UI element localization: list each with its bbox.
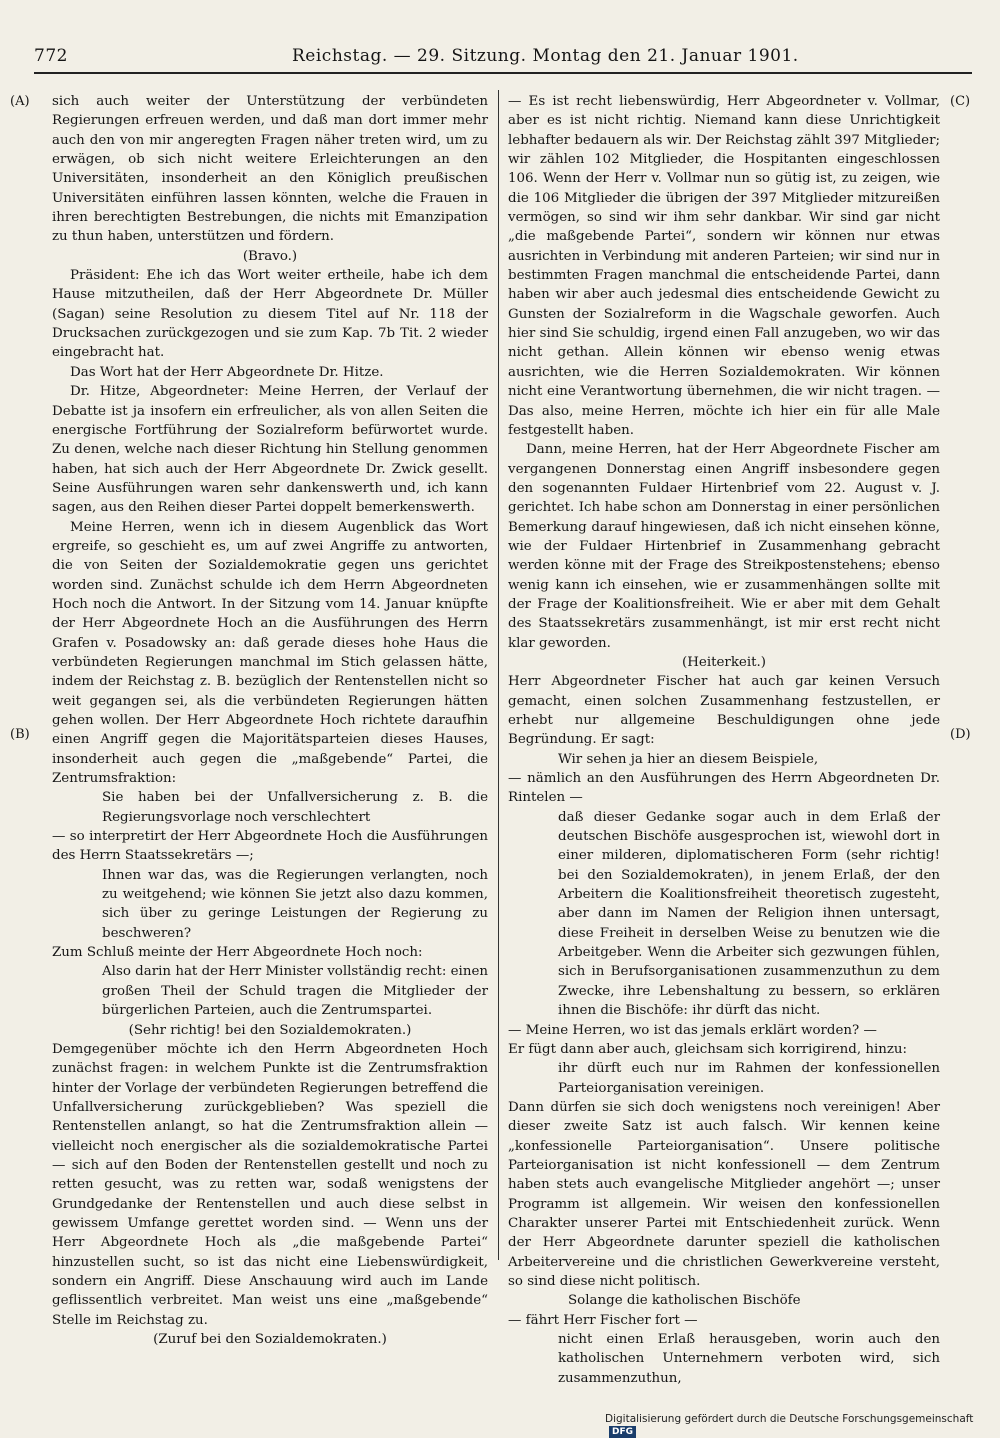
left-column [52, 92, 488, 1349]
page-number: 772 [34, 46, 68, 66]
paragraph: Meine Herren, wenn ich in diesem Augenblick das Wort ergreife, so geschieht es, um auf zwei Angriffe zu antworten, die von Seiten der Sozialdemokratie gegen uns gerichtet worden sind. Zunächst schulde ich dem Herrn Abgeordneten Hoch noch die Antwort. In der Sitzung vom 14. Januar knüpfte der Herr Abgeordnete Hoch an die Ausführungen des Herrn Grafen v. Posadowsky an: daß gerade dieses hohe Haus die verbündeten Regierungen manchmal im Stich gelassen hätte, indem der Reichstag z. B. bezüglich der Rentenstellen nicht so weit gegangen sei, als die verbündeten Regierungen hätten gehen wollen. Der Herr Abgeordnete Hoch richtete daraufhin einen Angriff gegen die Majoritätsparteien dieses Hauses, insonderheit auch gegen die „maßgebende“ Partei, die Zentrumsfraktion: [52, 519, 488, 787]
paragraph: Herr Abgeordneter Fischer hat auch gar keinen Versuch gemacht, einen solchen Zusammenhang festzustellen, er erhebt nur allgemeine Beschuldigungen ohne jede Begründung. Er sagt: [508, 674, 940, 748]
quotation: Wir sehen ja hier an diesem Beispiele, [558, 751, 819, 767]
quotation: daß dieser Gedanke sogar auch in dem Erlaß der deutschen Bischöfe ausgesprochen ist, wiewohl dort in einer milderen, diplomatischeren Form (sehr richtig! bei den Sozialdemokraten), in jenem Erlaß, der den Arbeitern die Koalitionsfreiheit theoretisch zugesteht, aber dann im Namen der Religion ihnen untersagt, diese Freiheit in derselben Weise zu benutzen wie die Arbeitgeber. Wenn die Arbeiter sich gezwungen fühlen, sich in Berufsorganisationen zusammenzuthun zu dem Zwecke, ihre Lebenshaltung zu bessern, so erklären ihnen die Bischöfe: ihr dürft das nicht. [558, 809, 940, 1019]
paragraph: Das Wort hat der Herr Abgeordnete Dr. Hitze. [70, 364, 384, 380]
paragraph: sich auch weiter der Unterstützung der verbündeten Regierungen erfreuen werden, und daß man dort immer mehr auch den von mir angeregten Fragen näher treten wird, um zu erwägen, ob sich nicht weitere Erleichterungen an den Universitäten, insonderheit an den Königlich preußischen Universitäten einführen lassen könnten, welche die Frauen in ihren berechtigten Bestrebungen, die nichts mit Emanzipation zu thun haben, unterstützen und fördern. [52, 94, 488, 245]
margin-mark-c: (C) [950, 94, 971, 109]
paragraph: Dann dürfen sie sich doch wenigstens noch vereinigen! Aber dieser zweite Satz ist auch falsch. Wir kennen keine „konfessionelle Parteiorganisation“. Unsere politische Parteiorganisation ist nicht konfessionell — dem Zentrum haben stets auch evangelische Mitglieder angehört —; unser Programm ist allgemein. Wir weisen den konfessionellen Charakter unserer Partei mit Entschiedenheit zurück. Wenn der Herr Abgeordnete darunter speziell die katholischen Arbeitervereine und die christlichen Gewerkvereine versteht, so sind diese nicht politisch. [508, 1099, 940, 1289]
quotation: Solange die katholischen Bischöfe [568, 1293, 801, 1309]
right-column [508, 92, 940, 1388]
quotation: ihr dürft euch nur im Rahmen der konfessionellen Parteiorganisation vereinigen. [558, 1061, 940, 1096]
quotation: Ihnen war das, was die Regierungen verlangten, noch zu weitgehend; wie können Sie jetzt also dazu kommen, sich über zu geringe Leistungen der Regierung zu beschweren? [102, 867, 488, 941]
paragraph: — nämlich an den Ausführungen des Herrn Abgeordneten Dr. Rintelen — [508, 771, 940, 806]
paragraph: — Es ist recht liebenswürdig, Herr Abgeordneter v. Vollmar, aber es ist nicht richtig. Niemand kann diese Unrichtigkeit lebhafter bedauern als wir. Der Reichstag zählt 397 Mitglieder; wir zählen 102 Mitglieder, die Hospitanten eingeschlossen 106. Wenn der Herr v. Vollmar nun so gütig ist, zu zeigen, wie die 106 Mitglieder die übrigen der 397 Mitglieder mitzureißen vermögen, so sind wir ihm sehr dankbar. Wir sind gar nicht „die maßgebende Partei“, sondern wir können nur etwas ausrichten in Verbindung mit anderen Parteien; wir sind nur in bestimmten Fragen manchmal die entscheidende Partei, dann haben wir aber auch jedesmal dies entscheidende Gewicht zu Gunsten der Sozialreform in die Wagschale geworfen. Auch hier sind Sie schuldig, irgend einen Fall anzugeben, wo wir das nicht gethan. Allein können wir ebenso wenig etwas ausrichten, wie die Herren Sozialdemokraten. Wir können nicht eine Verantwortung übernehmen, die wir nicht tragen. — Das also, meine Herren, möchte ich hier ein für alle Male festgestellt haben. [508, 94, 940, 438]
footer-text: Digitalisierung gefördert durch die Deutsche Forschungsgemeinschaft [605, 1413, 974, 1425]
margin-mark-d: (D) [950, 727, 971, 742]
interjection: (Zuruf bei den Sozialdemokraten.) [153, 1332, 387, 1347]
interjection: (Bravo.) [242, 248, 298, 264]
paragraph: — so interpretirt der Herr Abgeordnete Hoch die Ausführungen des Herrn Staatssekretärs —; [52, 829, 488, 864]
paragraph: Dr. Hitze, Abgeordneter: Meine Herren, der Verlauf der Debatte ist ja insofern ein erfreulicher, als von allen Seiten die energische Fortführung der Sozialreform befürwortet wurde. Zu denen, welche nach dieser Richtung hin Stellung genommen haben, hat sich auch der Herr Abgeordnete Dr. Zwick gesellt. Seine Ausführungen waren sehr dankenswerth und, ich kann sagen, aus den Reihen dieser Partei doppelt bemerkenswerth. [52, 384, 488, 516]
quotation: nicht einen Erlaß herausgeben, worin auch den katholischen Unternehmern verboten wird, sich zusammenzuthun, [558, 1332, 940, 1386]
paragraph: Zum Schluß meinte der Herr Abgeordnete Hoch noch: [52, 945, 423, 961]
margin-mark-b: (B) [10, 727, 30, 742]
page-header [34, 42, 972, 74]
paragraph: Demgegenüber möchte ich den Herrn Abgeordneten Hoch zunächst fragen: in welchem Punkte ist die Zentrumsfraktion hinter der Vorlage der verbündeten Regierungen betreffend die Unfallversicherung zurückgeblieben? Was speziell die Rentenstellen anlangt, so hat die Zentrumsfraktion allein — vielleicht noch energischer als die sozialdemokratische Partei — sich auf den Boden der Rentenstellen gestellt und noch zu retten gesucht, was zu retten war, sodaß wenigstens der Grundgedanke der Rentenstellen und auch diese selbst in gewissem Umfange gerettet worden sind. — Wenn uns der Herr Abgeordnete Hoch als „die maßgebende Partei“ hinzustellen sucht, so ist das nicht eine Liebenswürdigkeit, sondern ein Angriff. Diese Anschauung wird auch im Lande geflissentlich verbreitet. Man weist uns eine „maßgebende“ Stelle im Reichstag zu. [52, 1041, 488, 1328]
paragraph: Präsident: Ehe ich das Wort weiter ertheile, habe ich dem Hause mitzutheilen, daß der Herr Abgeordnete Dr. Müller (Sagan) seine Resolution zu diesem Titel auf Nr. 118 der Drucksachen zurückgezogen und sie zum Kap. 7b Tit. 2 wieder eingebracht hat. [52, 268, 488, 361]
interjection: (Sehr richtig! bei den Sozialdemokraten.) [128, 1022, 412, 1038]
paragraph: — fährt Herr Fischer fort — [508, 1312, 698, 1328]
paragraph: Dann, meine Herren, hat der Herr Abgeordnete Fischer am vergangenen Donnerstag einen Angriff insbesondere gegen den sogenannten Fuldaer Hirtenbrief vom 22. August v. J. gerichtet. Ich habe schon am Donnerstag in einer persönlichen Bemerkung darauf hingewiesen, daß ich nicht einsehen könne, wie der Fuldaer Hirtenbrief in Zusammenhang gebracht werden könne mit der Frage des Streikpostenstehens; ebenso wenig kann ich einsehen, wie er zusammenhängen sollte mit der Frage der Koalitionsfreiheit. Wie er aber mit dem Gehalt des Staatssekretärs zusammenhängt, ist mir erst recht nicht klar geworden. [508, 442, 940, 651]
page-title: Reichstag. — 29. Sitzung. Montag den 21. Januar 1901. [292, 46, 799, 66]
margin-mark-a: (A) [10, 94, 30, 109]
dfg-logo: DFG [609, 1426, 636, 1438]
quotation: Also darin hat der Herr Minister vollständig recht: einen großen Theil der Schuld tragen die Mitglieder der bürgerlichen Parteien, auch die Zentrumspartei. [102, 964, 488, 1019]
paragraph: — Meine Herren, wo ist das jemals erklärt worden? — [508, 1022, 877, 1038]
column-divider [498, 90, 499, 1260]
interjection: (Heiterkeit.) [682, 654, 766, 670]
digitization-credit [605, 1413, 995, 1438]
paragraph: Er fügt dann aber auch, gleichsam sich korrigirend, hinzu: [508, 1041, 908, 1057]
quotation: Sie haben bei der Unfallversicherung z. B. die Regierungsvorlage noch verschlechtert [102, 790, 488, 825]
